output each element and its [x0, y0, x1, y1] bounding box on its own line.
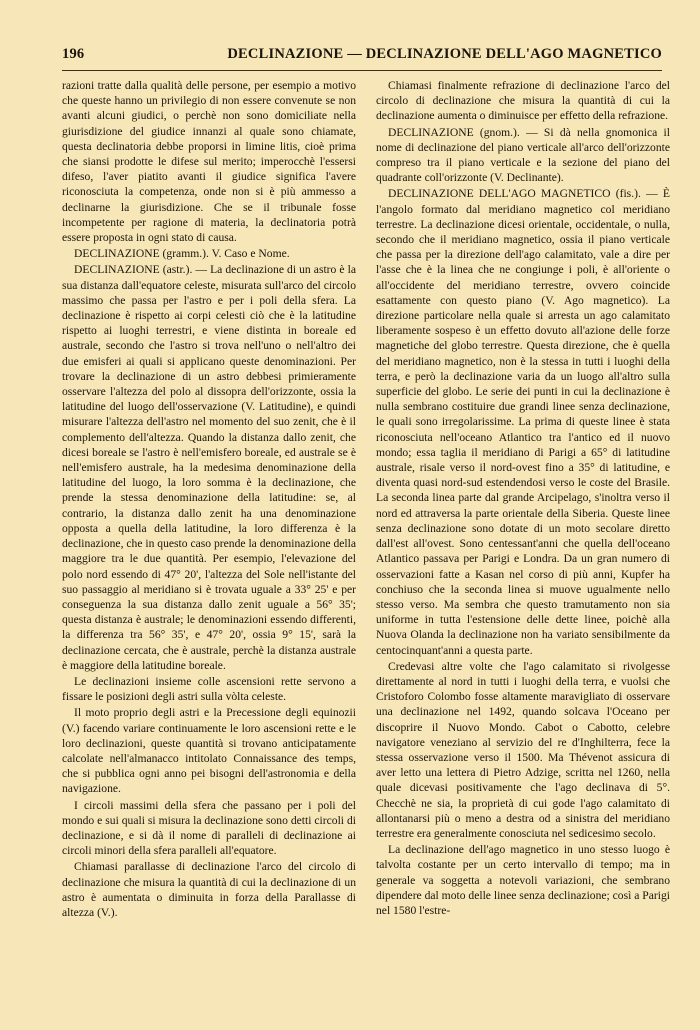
header-rule: [62, 70, 662, 71]
paragraph: La declinazione dell'ago magnetico in uno stesso luogo è talvolta costante per un certo intervallo di tempo; ma in generale va soggetta a notevoli variazioni, che sembrano dipendere dal moto delle linee senza declinazione; così a Parigi nel 1580 l'estre-: [376, 843, 670, 917]
running-header: [62, 46, 662, 63]
entry-paragraph: DECLINAZIONE (astr.). — La declinazione di un astro è la sua distanza dall'equatore celeste, misurata sull'arco del circolo massimo che passa per l'astro e per i poli della sfera. La declinazione è rispetto ai corpi celesti ciò che è la latitudine rispetto ai luoghi terrestri, e viene distinta in boreale ed australe, secondo che l'astro si trova nell'uno o nell'altro dei due emisferi ai quali si applicano queste denominazioni. Per trovare la declinazione di un astro debbesi primieramente osservare l'altezza del polo al dissopra dell'orizzonte, ossia la latitudine del luogo dell'osservazione (V. Latitudine), e quindi misurare l'altezza dell'astro nel momento del suo zenit, che è il complemento dell'altezza. Quando la distanza dallo zenit, che dicesi boreale se l'astro è nell'emisfero boreale, ed australe se è nell'emisfero australe, ha la medesima denominazione della latitudine del luogo, la loro somma è la declinazione, che prende la stessa denominazione della latitudine: se, al contrario, la distanza dallo zenit ha una denominazione opposta a quella della latitudine, la loro differenza è la declinazione, che in questo caso prende la denominazione della maggiore tra le due quantità. Per esempio, l'elevazione del polo nord essendo di 47° 20', l'altezza del Sole nell'istante del suo passaggio al meridiano si è trovata uguale a 33° 25' e per conseguenza la sua distanza dallo zenit uguale a 56° 35'; questa distanza è australe; le denominazioni essendo differenti, la differenza tra 56° 35', e 47° 20', ossia 9° 15', sarà la declinazione cercata, che è australe, perchè la distanza australe è maggiore della latitudine boreale.: [62, 263, 356, 672]
entry-paragraph: DECLINAZIONE DELL'AGO MAGNETICO (fis.). — È l'angolo formato dal meridiano magnetico col meridiano terrestre. La declinazione dicesi orientale, occidentale, o nulla, secondo che il meridiano magnetico, ossia il piano verticale che passa per la direzione dell'ago calamitato, vale a dire per l'asse che è la linea che ne congiunge i poli, è all'oriente o all'occidente del meridiano terrestre, ovvero coincide esattamente con questo piano (V. Ago magnetico). La direzione particolare nella quale si arresta un ago calamitato liberamente sospeso è un effetto dovuto all'azione delle forze magnetiche del globo terrestre. Questa direzione, che è quella del meridiano magnetico, non è la stessa in tutti i luoghi della terra, e però la declinazione varia da un luogo all'altro sulla superficie del globo. Le serie dei punti in cui la declinazione è nulla sembrano costituire due grandi linee senza declinazione, le quali sono irregolarissime. La prima di queste linee è stata riconosciuta nell'oceano Atlantico tra l'antico ed il nuovo mondo; essa taglia il meridiano di Parigi a 65° di latitudine australe, risale verso il nord-ovest fino a 35° di latitudine, e diventa quasi nord-sud estendendosi verso le coste del Brasile. La seconda linea parte dal grande Arcipelago, s'inoltra verso il nord ed attraversa la parte orientale della Siberia. Queste linee senza declinazione sono dotate di un moto secolare diretto dall'est all'ovest. Sono centessant'anni che quella dell'oceano Atlantico passava per Parigi e Londra. Da un gran numero di osservazioni fatte a Kasan nel corso di più anni, Kupfer ha conchiuso che la seconda linea si muove ugualmente nello stesso verso. Ma sembra che questo tramutamento non sia uniforme in tutta l'estensione delle dette linee, poichè alla Nuova Olanda la declinazione non ha variato sensibilmente da centocinquant'anni a questa parte.: [376, 187, 670, 657]
running-title: DECLINAZIONE — DECLINAZIONE DELL'AGO MAGNETICO: [227, 46, 662, 62]
paragraph: razioni tratte dalla qualità delle persone, per esempio a motivo che queste hanno un privilegio di non essere convenute se non avanti alcuni giudici, o perchè non sono domiciliate nella giurisdizione del giudice innanzi al quale sono chiamate, questa declinatoria debbe proporsi in limine litis, cioè prima che siansi prodotte le difese sul merito; imperocchè l'essersi difeso, l'aver piatito avanti il giudice significa l'avere riconosciuta la competenza, onde non si è più ammesso a declinarne la giurisdizione. Che se il tribunale fosse incompetente per ragione di materia, la declinatoria potrà essere proposta in ogni stato di causa.: [62, 79, 356, 245]
entry-paragraph: DECLINAZIONE (gramm.). V. Caso e Nome.: [74, 247, 290, 261]
right-column: [376, 78, 670, 919]
entry-paragraph: DECLINAZIONE (gnom.). — Si dà nella gnomonica il nome di declinazione del piano verticale all'arco dell'orizzonte compreso tra il piano verticale e la sezione del piano del quadrante coll'orizzonte (V. Declinante).: [376, 125, 670, 185]
paragraph: I circoli massimi della sfera che passano per i poli del mondo e sui quali si misura la declinazione sono detti circoli di declinazione, e si dà il nome di paralleli di declinazione ai circoli minori della sfera paralleli all'equatore.: [62, 798, 356, 858]
paragraph: Credevasi altre volte che l'ago calamitato si rivolgesse direttamente al nord in tutti i luoghi della terra, e vuolsi che Cristoforo Colombo fosse altamente maravigliato di osservare una declinazione nel 1492, quando solcava l'Oceano per discoprire il Nuovo Mondo. Cabot o Cabotto, celebre navigatore veneziano al servizio del re d'Inghilterra, fece la stessa osservazione verso il 1500. Ma Thévenot assicura di aver letto una lettera di Pietro Adzige, scritta nel 1260, nella quale dicevasi positivamente che l'ago declinava di 5°. Checchè ne sia, la proprietà di cui gode l'ago calamitato di allontanarsi più o meno a destra od a sinistra del meridiano terrestre era generalmente conosciuta nel sedicesimo secolo.: [376, 659, 670, 840]
paragraph: Il moto proprio degli astri e la Precessione degli equinozii (V.) facendo variare continuamente le loro ascensioni rette e le loro declinazioni, queste quantità si trovano anticipatamente calcolate nell'almanacco intitolato Connaissance des temps, che si pubblica ogni anno pei bisogni dell'astronomia e della navigazione.: [62, 706, 356, 796]
paragraph: Chiamasi parallasse di declinazione l'arco del circolo di declinazione che misura la quantità di cui la declinazione di un astro è aumentata o diminuita in forza della Parallasse di altezza (V.).: [62, 860, 356, 919]
paragraph: Le declinazioni insieme colle ascensioni rette servono a fissare le posizioni degli astri sulla vòlta celeste.: [62, 674, 356, 704]
page-number: 196: [62, 46, 85, 62]
left-column: [62, 78, 356, 921]
paragraph: Chiamasi finalmente refrazione di declinazione l'arco del circolo di declinazione che misura la quantità di cui la declinazione aumenta o diminuisce per effetto della refrazione.: [376, 79, 670, 123]
